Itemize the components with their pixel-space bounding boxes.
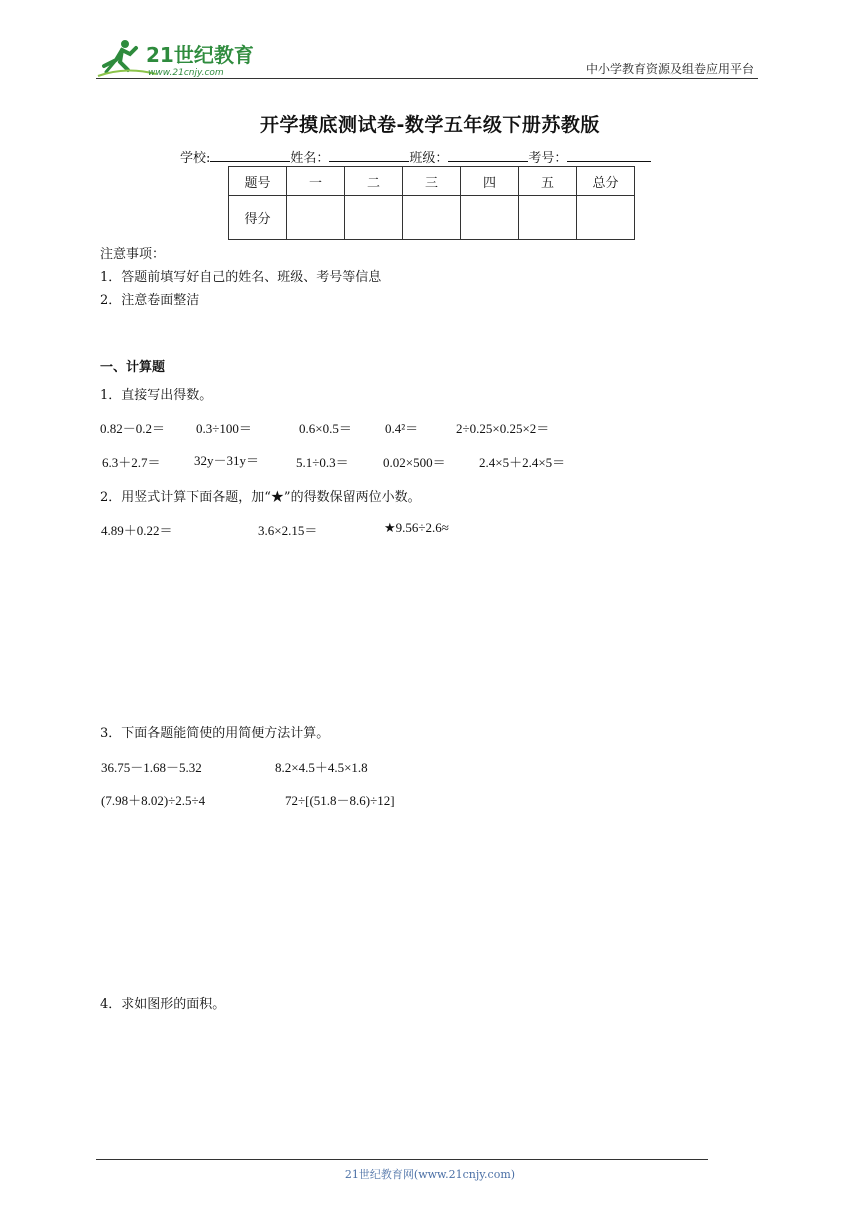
score-cell-1[interactable] (287, 196, 345, 240)
header-cell-3: 三 (403, 167, 461, 196)
notes-item-1: 1．答题前填写好自己的姓名、班级、考号等信息 (100, 270, 382, 285)
question-4-prompt: 4．求如图形的面积。 (100, 997, 226, 1012)
question-2-prompt: 2．用竖式计算下面各题，加“★”的得数保留两位小数。 (100, 490, 421, 505)
q1-item-5: 2÷0.25×0.25×2＝ (456, 421, 550, 436)
header-tagline: 中小学教育资源及组卷应用平台 (585, 62, 754, 76)
q2-item-3: ★9.56÷2.6≈ (384, 520, 449, 535)
header-divider (96, 78, 758, 79)
school-label: 学校: (180, 151, 211, 166)
q1-item-2: 0.3÷100＝ (196, 421, 252, 436)
site-logo (96, 36, 266, 80)
q1-item-7: 32y－31y＝ (194, 453, 260, 468)
score-cell-4[interactable] (461, 196, 519, 240)
header-cell-question-no: 题号 (229, 167, 287, 196)
q1-item-4: 0.4²＝ (385, 421, 419, 436)
page-title: 开学摸底测试卷-数学五年级下册苏教版 (260, 114, 600, 136)
name-blank[interactable] (329, 149, 409, 162)
score-table (228, 166, 635, 240)
notes-title: 注意事项： (100, 247, 166, 262)
q1-item-10: 2.4×5＋2.4×5＝ (479, 455, 566, 470)
school-blank[interactable] (210, 149, 290, 162)
student-info-line (180, 147, 651, 166)
header-cell-1: 一 (287, 167, 345, 196)
score-table-header-row (229, 167, 635, 196)
q1-item-1: 0.82－0.2＝ (100, 421, 166, 436)
q2-item-2: 3.6×2.15＝ (258, 523, 318, 538)
q3-item-4: 72÷[(51.8－8.6)÷12] (285, 793, 395, 808)
name-label: 姓名： (290, 151, 330, 166)
score-cell-5[interactable] (519, 196, 577, 240)
q3-item-3: (7.98＋8.02)÷2.5÷4 (101, 793, 206, 808)
question-3-prompt: 3．下面各题能简使的用简便方法计算。 (100, 726, 330, 741)
header-cell-2: 二 (345, 167, 403, 196)
section-title-calculation: 一、计算题 (100, 360, 166, 375)
score-table-score-row (229, 196, 635, 240)
q1-item-3: 0.6×0.5＝ (299, 421, 352, 436)
score-cell-2[interactable] (345, 196, 403, 240)
score-cell-3[interactable] (403, 196, 461, 240)
exam-number-label: 考号： (528, 151, 568, 166)
footer-link[interactable]: 21世纪教育网(www.21cnjy.com) (344, 1168, 516, 1181)
question-1-prompt: 1．直接写出得数。 (100, 388, 213, 403)
q1-item-8: 5.1÷0.3＝ (296, 455, 349, 470)
class-label: 班级： (409, 151, 449, 166)
header-cell-5: 五 (519, 167, 577, 196)
logo-text: 21世纪教育 (146, 43, 254, 67)
q1-item-9: 0.02×500＝ (383, 455, 446, 470)
header-cell-total: 总分 (577, 167, 635, 196)
q3-item-2: 8.2×4.5＋4.5×1.8 (275, 760, 368, 775)
score-cell-total[interactable] (577, 196, 635, 240)
notes-item-2: 2．注意卷面整洁 (100, 293, 200, 308)
exam-number-blank[interactable] (567, 149, 651, 162)
header-cell-4: 四 (461, 167, 519, 196)
class-blank[interactable] (448, 149, 528, 162)
score-row-label: 得分 (229, 196, 287, 240)
q3-item-1: 36.75－1.68－5.32 (101, 760, 202, 775)
q2-item-1: 4.89＋0.22＝ (101, 523, 173, 538)
logo-url: www.21cnjy.com (148, 68, 224, 78)
footer-divider (96, 1159, 708, 1160)
q1-item-6: 6.3＋2.7＝ (102, 455, 161, 470)
